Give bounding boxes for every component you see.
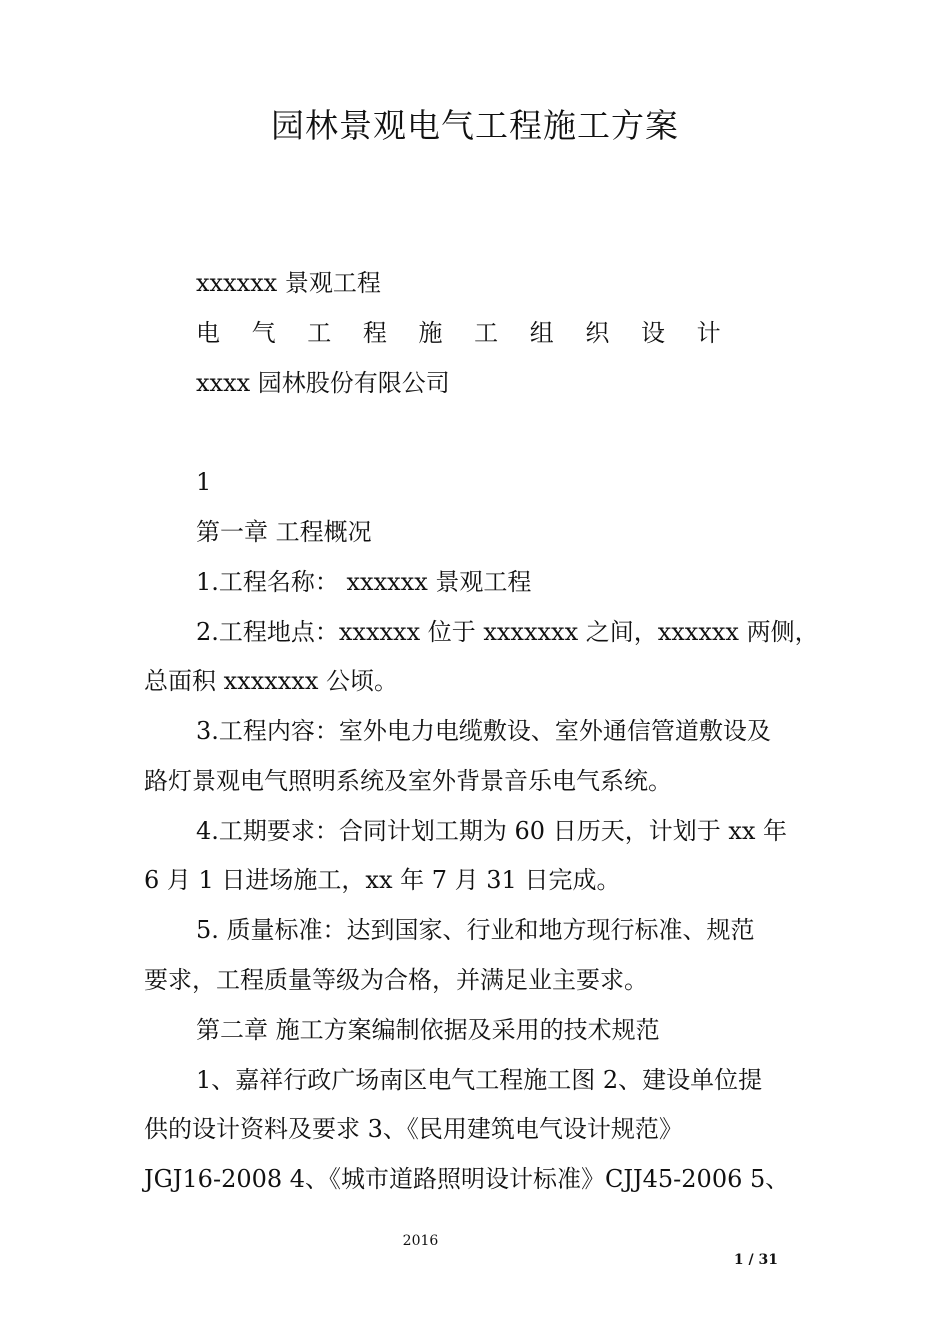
chapter-2-heading: 第二章 施工方案编制依据及采用的技术规范 xyxy=(196,1016,660,1044)
body-line: 2.工程地点：xxxxxx 位于 xxxxxxx 之间，xxxxxx 两侧， xyxy=(196,618,819,646)
body-line: 3.工程内容：室外电力电缆敷设、室外通信管道敷设及 xyxy=(196,717,771,745)
body-line: 1.工程名称： xxxxxx 景观工程 xyxy=(196,568,532,596)
section-number: 1 xyxy=(196,468,212,496)
body-line: 6 月 1 日进场施工，xx 年 7 月 31 日完成。 xyxy=(144,866,621,894)
body-line: 路灯景观电气照明系统及室外背景音乐电气系统。 xyxy=(144,767,672,795)
body-line: 供的设计资料及要求 3、《民用建筑电气设计规范》 xyxy=(144,1115,683,1143)
cover-project: xxxxxx 景观工程 xyxy=(196,269,381,297)
document-title: 园林景观电气工程施工方案 xyxy=(271,106,679,145)
body-line: JGJ16-2008 4、《城市道路照明设计标准》CJJ45-2006 5、 xyxy=(144,1165,790,1193)
chapter-1-heading: 第一章 工程概况 xyxy=(196,518,372,546)
page-indicator: 1 / 31 xyxy=(733,1252,778,1268)
body-line: 要求，工程质量等级为合格，并满足业主要求。 xyxy=(144,966,648,994)
body-line: 1、嘉祥行政广场南区电气工程施工图 2、建设单位提 xyxy=(196,1066,763,1094)
body-line: 5. 质量标准：达到国家、行业和地方现行标准、规范 xyxy=(196,916,755,944)
cover-company: xxxx 园林股份有限公司 xyxy=(196,369,450,397)
footer-year: 2016 xyxy=(402,1233,439,1249)
cover-subtitle: 电 气 工 程 施 工 组 织 设 计 xyxy=(196,319,733,347)
body-line: 总面积 xxxxxxx 公顷。 xyxy=(144,667,399,695)
body-line: 4.工期要求：合同计划工期为 60 日历天，计划于 xx 年 xyxy=(196,817,788,845)
